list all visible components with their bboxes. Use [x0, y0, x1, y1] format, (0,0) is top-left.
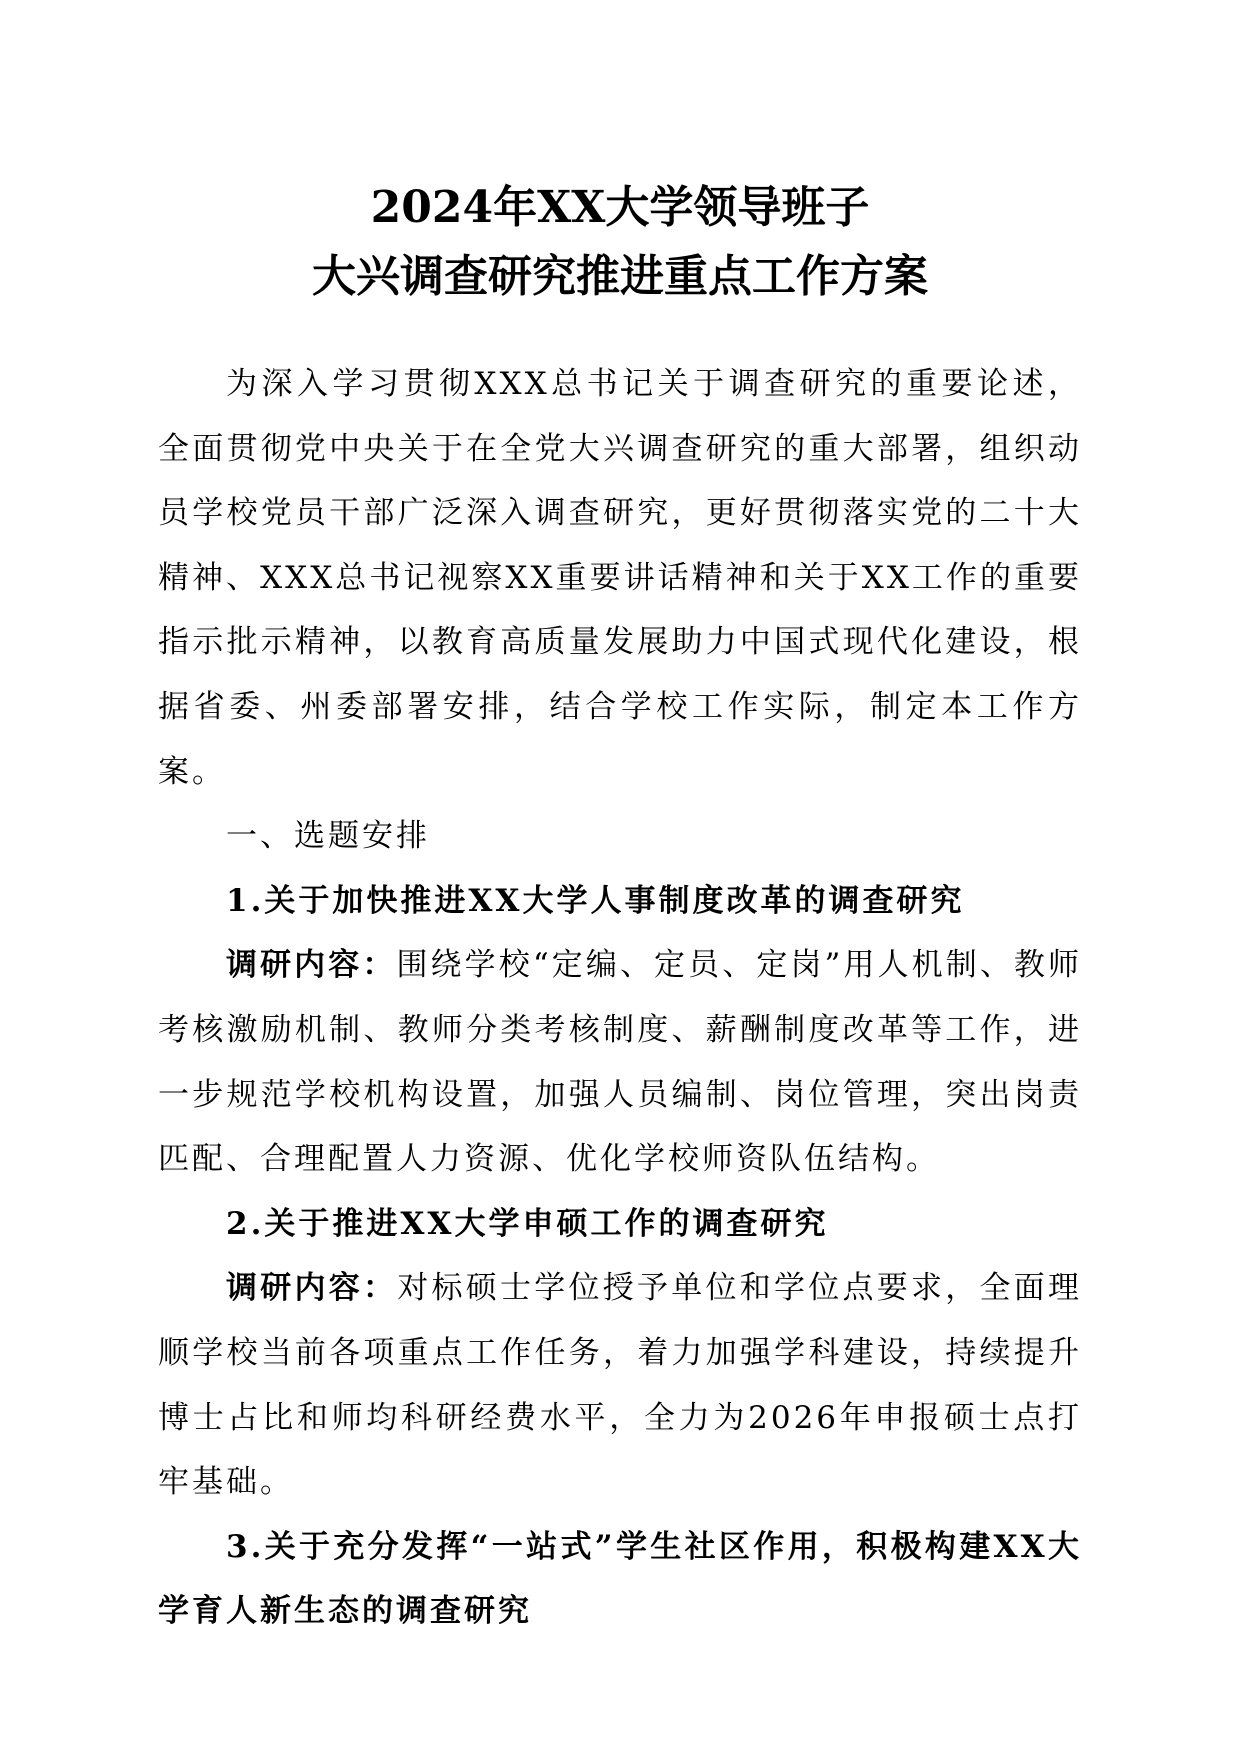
- intro-paragraph: 为深入学习贯彻XXX总书记关于调查研究的重要论述，全面贯彻党中央关于在全党大兴调查研究的重大部署，组织动员学校党员干部广泛深入调查研究，更好贯彻落实党的二十大精神、XXX总书记视察XX重要讲话精神和关于XX工作的重要指示批示精神，以教育高质量发展助力中国式现代化建设，根据省委、州委部署安排，结合学校工作实际，制定本工作方案。: [158, 366, 1082, 790]
- topic-1-heading: 1.关于加快推进XX大学人事制度改革的调查研究: [226, 882, 965, 919]
- document-title-line-2: 大兴调查研究推进重点工作方案: [312, 251, 928, 302]
- document-page: [158, 0, 1082, 1754]
- topic-3-heading: 3.关于充分发挥“一站式”学生社区作用，积极构建XX大学育人新生态的调查研究: [158, 1528, 1082, 1630]
- topic-2-heading: 2.关于推进XX大学申硕工作的调查研究: [226, 1205, 829, 1242]
- topic-1-content: [158, 933, 1082, 1191]
- topic-1-content-label: 调研内容：: [226, 947, 397, 984]
- document-body: [158, 352, 1082, 1644]
- document-title-line-1: 2024年XX大学领导班子: [370, 182, 870, 233]
- topic-2-content-label: 调研内容：: [226, 1270, 398, 1307]
- topic-1-content-text: 围绕学校“定编、定员、定岗”用人机制、教师考核激励机制、教师分类考核制度、薪酬制度改革等工作，进一步规范学校机构设置，加强人员编制、岗位管理，突出岗责匹配、合理配置人力资源、优化学校师资队伍结构。: [158, 947, 1083, 1178]
- topic-2-content: [158, 1256, 1082, 1514]
- topic-2-content-text: 对标硕士学位授予单位和学位点要求，全面理顺学校当前各项重点工作任务，着力加强学科建设，持续提升博士占比和师均科研经费水平，全力为2026年申报硕士点打牢基础。: [158, 1270, 1082, 1501]
- section-heading-1: 一、选题安排: [226, 818, 430, 855]
